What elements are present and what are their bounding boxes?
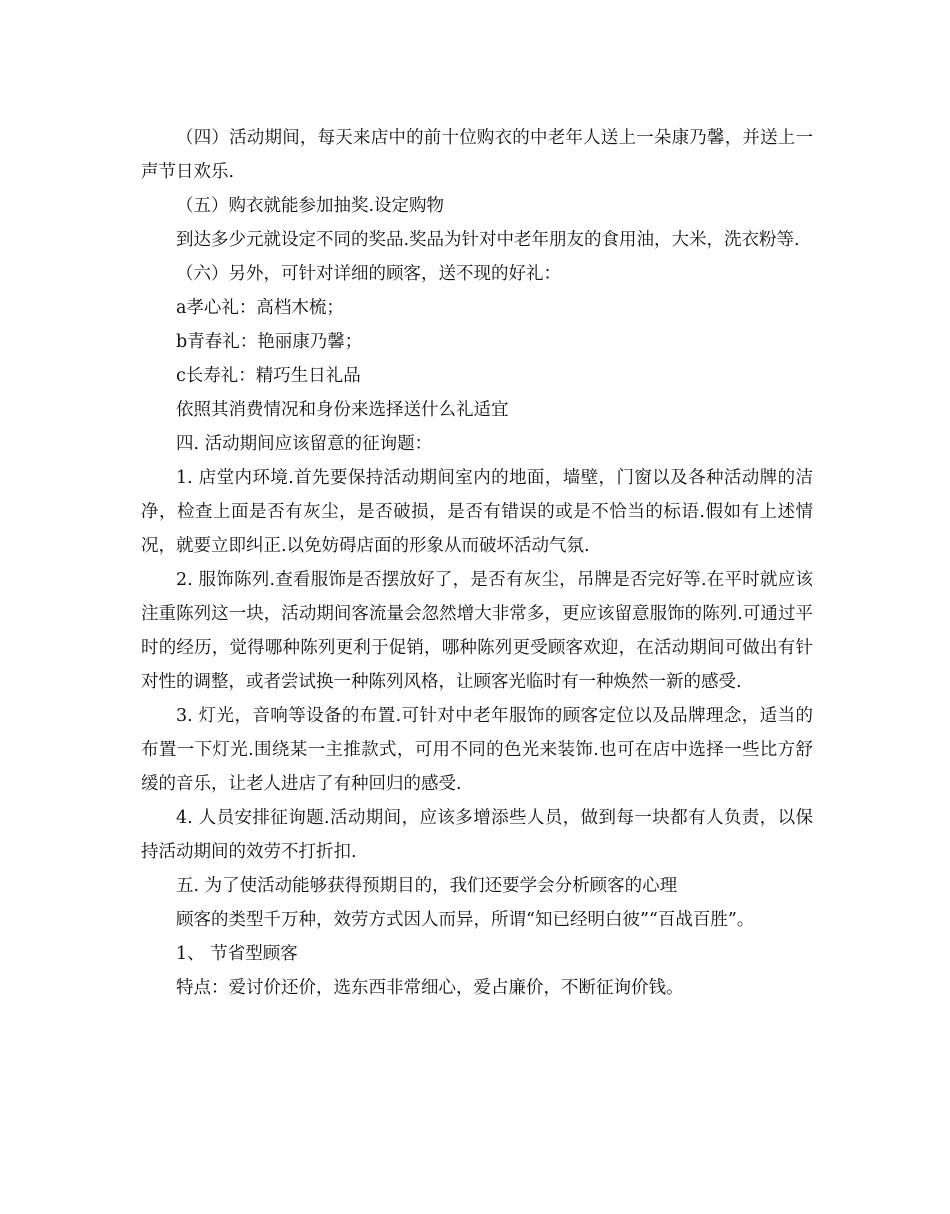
gift-item-c: c长寿礼：精巧生日礼品: [176, 366, 361, 386]
paragraph-prizes: 到达多少元就设定不同的奖品.奖品为针对中老年朋友的食用油，大米，洗衣粉等.: [176, 230, 800, 250]
paragraph-gift-selection: 依照其消费情况和身份来选择送什么礼适宜: [176, 400, 509, 420]
gift-item-b: b青春礼：艳丽康乃馨；: [176, 332, 363, 352]
paragraph-frugal-traits: 特点：爱讨价还价，选东西非常细心，爱占廉价，不断征询价钱。: [176, 978, 684, 998]
item-1-store-environment: 1. 店堂内环境.首先要保持活动期间室内的地面，墙壁，门窗以及各种活动牌的洁净，检查上面是否有灰尘，是否破损，是否有错误的或是不恰当的标语.假如有上述情况，就要立即纠正.以免妨碍店面的形象从而破坏活动气氛.: [141, 468, 813, 556]
item-3-lighting-audio: 3. 灯光，音响等设备的布置.可针对中老年服饰的顾客定位以及品牌理念，适当的布置一下灯光.围绕某一主推款式，可用不同的色光来装饰.也可在店中选择一些比方舒缓的音乐，让老人进店了有种回归的感受.: [141, 706, 813, 794]
document-body: [141, 121, 813, 1005]
paragraph-5-lottery: （五）购衣就能参加抽奖.设定购物: [176, 196, 445, 216]
section-heading-4: 四. 活动期间应该留意的征询题：: [176, 434, 433, 454]
item-4-staffing: 4. 人员安排征询题.活动期间，应该多增添些人员，做到每一块都有人负责，以保持活动期间的效劳不打折扣.: [141, 808, 813, 862]
section-heading-5: 五. 为了使活动能够获得预期目的，我们还要学会分析顾客的心理: [176, 876, 678, 896]
subheading-frugal-customer: 1、 节省型顾客: [176, 944, 298, 964]
paragraph-6-gifts: （六）另外，可针对详细的顾客，送不现的好礼：: [176, 264, 561, 284]
gift-item-a: a孝心礼：高档木梳；: [176, 298, 344, 318]
item-2-display: 2. 服饰陈列.查看服饰是否摆放好了，是否有灰尘，吊牌是否完好等.在平时就应该注重陈列这一块，活动期间客流量会忽然增大非常多，更应该留意服饰的陈列.可通过平时的经历，觉得哪种陈列更利于促销，哪种陈列更受顾客欢迎，在活动期间可做出有针对性的调整，或者尝试换一种陈列风格，让顾客光临时有一种焕然一新的感受.: [141, 570, 813, 692]
paragraph-customer-types: 顾客的类型千万种，效劳方式因人而异，所谓“知已经明白彼”“百战百胜”。: [176, 910, 755, 930]
paragraph-4-gift-flower: （四）活动期间，每天来店中的前十位购衣的中老年人送上一朵康乃馨，并送上一声节日欢乐.: [141, 128, 813, 182]
